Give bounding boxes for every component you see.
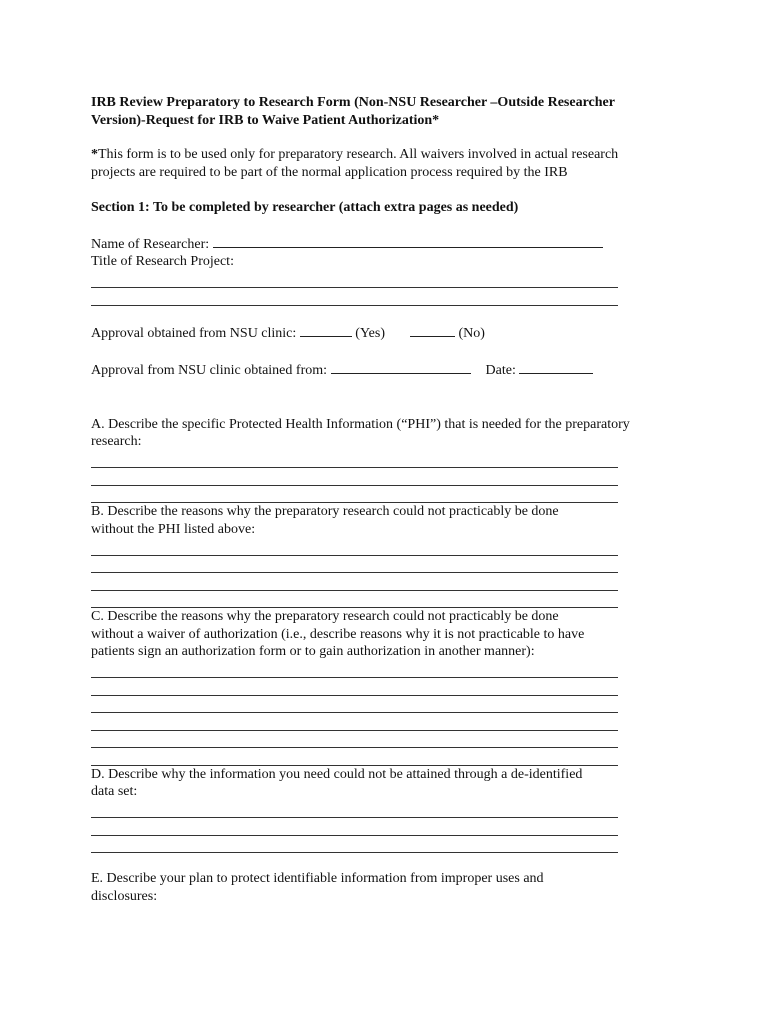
approval-no-field[interactable] [410, 323, 455, 337]
answer-a-line-2[interactable] [91, 468, 618, 486]
question-d-line-2: data set: [91, 784, 138, 799]
project-title-line-1[interactable] [91, 271, 618, 289]
question-a [91, 416, 691, 451]
approval-yes-field[interactable] [300, 323, 352, 337]
approval-date-label: Date: [485, 363, 516, 378]
usage-note [91, 146, 691, 181]
answer-b-line-4[interactable] [91, 591, 618, 609]
answer-c-line-4[interactable] [91, 713, 618, 731]
project-title-line-2[interactable] [91, 288, 618, 306]
answer-c-line-5[interactable] [91, 731, 618, 749]
form-title [91, 94, 691, 129]
question-c [91, 608, 691, 661]
note-asterisk: * [91, 147, 98, 162]
approval-source-label: Approval from NSU clinic obtained from: [91, 363, 328, 378]
clinic-approval-row [91, 323, 691, 343]
section-1-heading: Section 1: To be completed by researcher (attach extra pages as needed) [91, 200, 519, 215]
researcher-name-label: Name of Researcher: [91, 236, 210, 252]
question-a-line-2: research: [91, 434, 142, 449]
answer-d-line-3[interactable] [91, 836, 618, 854]
question-d-line-1: D. Describe why the information you need could not be attained through a de-identified [91, 766, 583, 782]
approval-source-field[interactable] [331, 360, 471, 374]
question-e-line-2: disclosures: [91, 888, 158, 904]
answer-c-line-3[interactable] [91, 696, 618, 714]
researcher-name-row [91, 234, 691, 254]
answer-a-line-3[interactable] [91, 486, 618, 504]
note-line-2: projects are required to be part of the normal application process required by the IRB [91, 164, 568, 180]
question-c-line-2: without a waiver of authorization (i.e., describe reasons why it is not practicable to have [91, 626, 585, 642]
question-d [91, 766, 691, 801]
question-a-line-1: A. Describe the specific Protected Health Information (“PHI”) that is needed for the preparatory [91, 416, 630, 432]
answer-b-line-1[interactable] [91, 538, 618, 556]
answer-b-line-3[interactable] [91, 573, 618, 591]
project-title-label: Title of Research Project: [91, 254, 234, 269]
approval-date-field[interactable] [519, 360, 593, 374]
note-line-1: This form is to be used only for preparatory research. All waivers involved in actual research [98, 147, 619, 162]
question-c-line-1: C. Describe the reasons why the preparatory research could not practicably be done [91, 609, 559, 624]
question-e-line-1: E. Describe your plan to protect identifiable information from improper uses and [91, 871, 544, 886]
answer-d-line-2[interactable] [91, 818, 618, 836]
title-line-2: Version)-Request for IRB to Waive Patient Authorization* [91, 112, 440, 128]
answer-d-line-1[interactable] [91, 801, 618, 819]
approval-yes-label: (Yes) [355, 325, 385, 341]
answer-a-line-1[interactable] [91, 451, 618, 469]
approval-no-label: (No) [458, 325, 485, 341]
form-body [91, 94, 691, 905]
question-c-line-3: patients sign an authorization form or to gain authorization in another manner): [91, 644, 535, 659]
approval-source-row [91, 360, 691, 380]
answer-b-line-2[interactable] [91, 556, 618, 574]
answer-c-line-6[interactable] [91, 748, 618, 766]
clinic-approval-label: Approval obtained from NSU clinic: [91, 325, 297, 341]
answer-c-line-2[interactable] [91, 678, 618, 696]
question-e [91, 870, 691, 905]
title-line-1: IRB Review Preparatory to Research Form (Non-NSU Researcher –Outside Researcher [91, 95, 615, 110]
researcher-name-field[interactable] [213, 234, 603, 248]
question-b-line-1: B. Describe the reasons why the preparatory research could not practicably be done [91, 504, 559, 519]
question-b [91, 503, 691, 538]
answer-c-line-1[interactable] [91, 661, 618, 679]
question-b-line-2: without the PHI listed above: [91, 521, 256, 537]
